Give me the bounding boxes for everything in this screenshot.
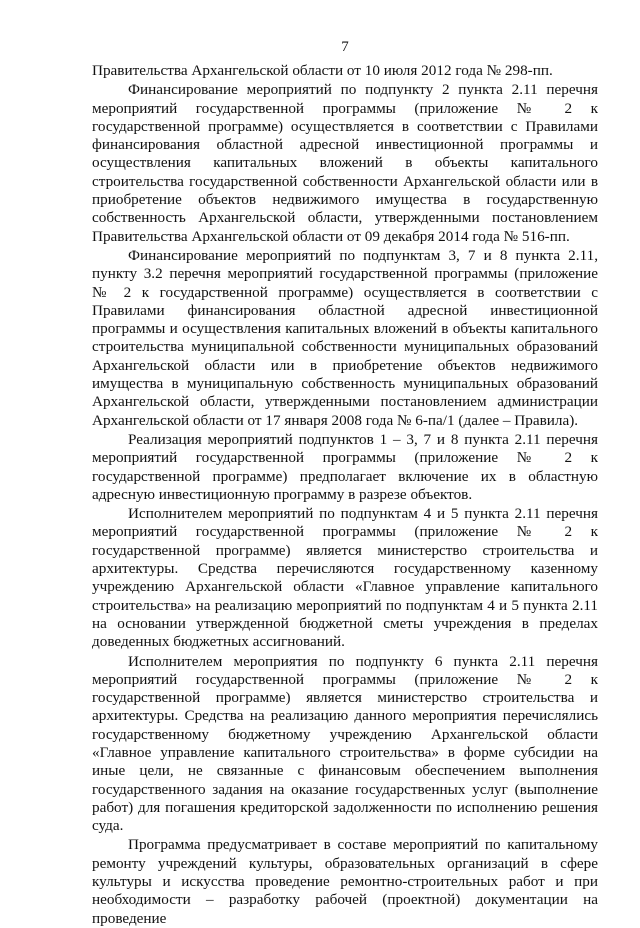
paragraph-continuation: Правительства Архангельской области от 10 июля 2012 года № 298-пп. bbox=[92, 62, 553, 79]
paragraph-implementation: Реализация мероприятий подпунктов 1 – 3, 7 и 8 пункта 2.11 перечня мероприятий государственной программы (приложение № 2 к государственной программе) предполагает включение их в областную адресную инвестиционную программу в разрезе объектов. bbox=[92, 430, 598, 503]
paragraph-program-repair: Программа предусматривает в составе мероприятий по капитальному ремонту учреждений культуры, образовательных организаций в сфере культуры и искусства проведение ремонтно-строительных работ и при необходимости – разработку рабочей (проектной) документации на проведение bbox=[92, 836, 598, 927]
paragraph-executor-subitem-6: Исполнителем мероприятия по подпункту 6 пункта 2.11 перечня мероприятий государственной программы (приложение № 2 к государственной программе) является министерство строительства и архитектуры. Средства на реализацию данного мероприятия перечислялись государственному бюджетному учреждению Архангельской области «Главное управление капитального строительства» в форме субсидии на иные цели, не связанные с финансовым обеспечением выполнения государственного задания на оказание государственных услуг (выполнение работ) для погашения кредиторской задолженности по исполнению решения суда. bbox=[92, 652, 598, 835]
paragraph-executor-subitems-4-5: Исполнителем мероприятий по подпунктам 4 и 5 пункта 2.11 перечня мероприятий государственной программы (приложение № 2 к государственной программе) является министерство строительства и архитектуры. Средства перечисляются государственному казенному учреждению Архангельской области «Главное управление капитального строительства» на реализацию мероприятий по подпунктам 4 и 5 пункта 2.11 на основании утвержденной бюджетной сметы учреждения в пределах доведенных бюджетных ассигнований. bbox=[92, 505, 598, 651]
paragraph-financing-subitem-2: Финансирование мероприятий по подпункту 2 пункта 2.11 перечня мероприятий государственной программы (приложение № 2 к государственной программе) осуществляется в соответствии с Правилами финансирования областной адресной инвестиционной программы и осуществления капитальных вложений в объекты капитального строительства государственной собственности Архангельской области или в приобретение объектов недвижимого имущества в государственную собственность Архангельской области, утвержденными постановлением Правительства Архангельской области от 09 декабря 2014 года № 516-пп. bbox=[92, 81, 598, 245]
paragraph-financing-subitems-3-7-8: Финансирование мероприятий по подпунктам 3, 7 и 8 пункта 2.11, пункту 3.2 перечня мероприятий государственной программы (приложение № 2 к государственной программе) осуществляется в соответствии с Правилами финансирования областной адресной инвестиционной программы и осуществления капитальных вложений в объекты капитального строительства муниципальной собственности муниципальных образований Архангельской области или в приобретение объектов недвижимого имущества в муниципальную собственность муниципальных образований Архангельской области, утвержденными постановлением администрации Архангельской области от 17 января 2008 года № 6-па/1 (далее – Правила). bbox=[92, 246, 598, 429]
page-number: 7 bbox=[341, 39, 349, 55]
document-page bbox=[92, 38, 598, 928]
